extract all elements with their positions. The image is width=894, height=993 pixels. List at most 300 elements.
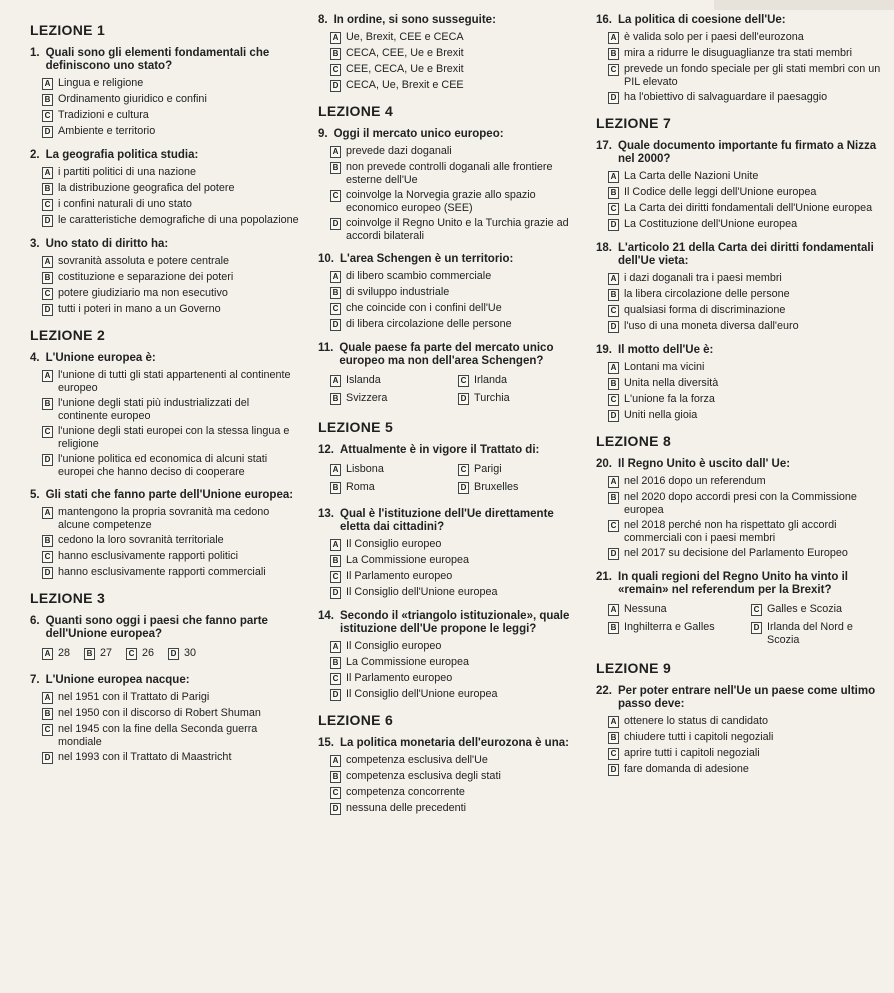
options-grid — [330, 461, 580, 497]
option-letter-box[interactable]: B — [330, 657, 341, 669]
option-text: nel 1950 con il discorso di Robert Shuman — [58, 707, 261, 719]
answer-option[interactable] — [608, 409, 888, 422]
question-number: 9. — [318, 128, 328, 140]
answer-option[interactable] — [751, 621, 888, 646]
answer-option[interactable] — [42, 182, 300, 195]
option-letter-box[interactable]: A — [330, 375, 341, 387]
option-letter-box[interactable]: A — [330, 539, 341, 551]
question-label: La politica monetaria dell'eurozona è una: — [340, 737, 569, 749]
question-number: 11. — [318, 342, 334, 354]
option-text: Turchia — [474, 392, 510, 404]
answer-option[interactable] — [330, 302, 580, 315]
option-letter-box[interactable]: B — [84, 648, 95, 660]
option-text: Il Consiglio dell'Unione europea — [346, 688, 498, 700]
answer-option[interactable] — [330, 374, 452, 387]
answer-option[interactable] — [42, 566, 300, 579]
option-letter-box[interactable]: C — [608, 520, 619, 532]
column-2 — [318, 14, 580, 826]
answer-option[interactable] — [42, 550, 300, 563]
question-text — [318, 128, 580, 141]
question-label: In ordine, si sono susseguite: — [333, 14, 496, 26]
option-text: coinvolge il Regno Unito e la Turchia grazie ad accordi bilaterali — [346, 217, 569, 242]
option-letter-box[interactable]: C — [42, 551, 53, 563]
option-letter-box[interactable]: B — [608, 378, 619, 390]
answer-option[interactable] — [42, 166, 300, 179]
option-text: La Commissione europea — [346, 656, 470, 668]
option-text: cedono la loro sovranità territoriale — [58, 534, 224, 546]
option-letter-box[interactable]: D — [330, 587, 341, 599]
question-block — [30, 238, 300, 316]
question-block — [318, 14, 580, 92]
question-number: 21. — [596, 571, 612, 583]
option-letter-box[interactable]: A — [42, 507, 53, 519]
question-block — [30, 615, 300, 663]
option-text: sovranità assoluta e potere centrale — [58, 255, 230, 267]
option-letter-box[interactable]: B — [608, 289, 619, 301]
question-label: La politica di coesione dell'Ue: — [618, 14, 786, 26]
option-text: è valida solo per i paesi dell'eurozona — [624, 31, 804, 43]
option-letter-box[interactable]: B — [42, 535, 53, 547]
answer-option[interactable] — [458, 463, 580, 476]
question-block — [596, 344, 888, 422]
answer-option[interactable] — [42, 198, 300, 211]
option-letter-box[interactable]: A — [330, 641, 341, 653]
question-text — [30, 489, 300, 502]
option-text: Lontani ma vicini — [624, 361, 705, 373]
lesson-heading: LEZIONE 4 — [318, 103, 394, 119]
answer-option[interactable] — [42, 369, 300, 394]
answer-option[interactable] — [608, 202, 888, 215]
option-letter-box[interactable]: C — [458, 375, 469, 387]
option-letter-box[interactable]: D — [330, 689, 341, 701]
option-letter-box[interactable]: A — [330, 755, 341, 767]
option-letter-box[interactable]: D — [168, 648, 179, 660]
answer-option[interactable] — [608, 491, 888, 516]
option-letter-box[interactable]: B — [330, 162, 341, 174]
option-text: non prevede controlli doganali alle frontiere esterne dell'Ue — [346, 161, 553, 186]
option-letter-box[interactable]: D — [608, 764, 619, 776]
option-letter-box[interactable]: C — [126, 648, 137, 660]
option-text: Il Codice delle leggi dell'Unione europea — [624, 186, 817, 198]
answer-option[interactable] — [608, 377, 888, 390]
answer-option[interactable] — [42, 125, 300, 138]
question-text — [596, 140, 888, 166]
option-letter-box[interactable]: C — [330, 64, 341, 76]
option-letter-box[interactable]: A — [330, 464, 341, 476]
question-number: 17. — [596, 140, 612, 152]
option-letter-box[interactable]: C — [330, 190, 341, 202]
question-number: 8. — [318, 14, 328, 26]
option-letter-box[interactable]: C — [608, 64, 619, 76]
answer-option[interactable] — [42, 255, 300, 268]
question-block — [318, 444, 580, 497]
answer-option[interactable] — [330, 481, 452, 494]
lesson-heading: LEZIONE 3 — [30, 590, 106, 606]
answer-option[interactable] — [330, 217, 580, 242]
option-text: Parigi — [474, 463, 502, 475]
question-number: 20. — [596, 458, 612, 470]
option-text: l'unione politica ed economica di alcuni stati europei che hanno deciso di cooperare — [58, 453, 268, 478]
answer-option[interactable] — [608, 519, 888, 544]
option-letter-box[interactable]: B — [330, 393, 341, 405]
option-text: CECA, Ue, Brexit e CEE — [346, 79, 464, 91]
question-number: 5. — [30, 489, 40, 501]
option-text: nel 2020 dopo accordi presi con la Commissione europea — [624, 491, 857, 516]
option-letter-box[interactable]: A — [608, 32, 619, 44]
answer-option[interactable] — [42, 691, 300, 704]
option-letter-box[interactable]: A — [42, 692, 53, 704]
option-letter-box[interactable]: D — [330, 319, 341, 331]
option-letter-box[interactable]: D — [608, 410, 619, 422]
answer-option[interactable] — [608, 603, 745, 616]
answer-option[interactable] — [330, 640, 580, 653]
option-letter-box[interactable]: C — [608, 394, 619, 406]
option-text: 30 — [184, 647, 197, 659]
option-letter-box[interactable]: C — [330, 673, 341, 685]
question-label: La geografia politica studia: — [45, 149, 199, 161]
question-label: L'Unione europea nacque: — [45, 674, 190, 686]
question-label: In quali regioni del Regno Unito ha vinto il «remain» nel referendum per la Brexit? — [618, 571, 848, 596]
option-letter-box[interactable]: B — [330, 48, 341, 60]
question-label: Uno stato di diritto ha: — [45, 238, 169, 250]
option-text: nel 2016 dopo un referendum — [624, 475, 766, 487]
option-letter-box[interactable]: C — [751, 604, 762, 616]
question-block — [596, 140, 888, 231]
question-text — [318, 342, 580, 368]
option-letter-box[interactable]: B — [330, 555, 341, 567]
question-block — [30, 489, 300, 579]
option-text: che coincide con i confini dell'Ue — [346, 302, 502, 314]
option-letter-box[interactable]: C — [42, 199, 53, 211]
question-text — [596, 571, 888, 597]
question-number: 7. — [30, 674, 40, 686]
question-label: Quali sono gli elementi fondamentali che definiscono uno stato? — [45, 47, 270, 72]
answer-option[interactable] — [330, 463, 452, 476]
option-letter-box[interactable]: A — [330, 146, 341, 158]
option-text: La Carta delle Nazioni Unite — [624, 170, 759, 182]
option-letter-box[interactable]: D — [608, 321, 619, 333]
option-letter-box[interactable]: D — [608, 548, 619, 560]
option-text: CEE, CECA, Ue e Brexit — [346, 63, 464, 75]
option-text: Il Consiglio europeo — [346, 538, 442, 550]
option-text: di libera circolazione delle persone — [346, 318, 512, 330]
option-text: i confini naturali di uno stato — [58, 198, 192, 210]
answer-option[interactable] — [42, 287, 300, 300]
option-text: La Commissione europea — [346, 554, 470, 566]
question-text — [318, 610, 580, 636]
option-letter-box[interactable]: A — [42, 648, 53, 660]
answer-option[interactable] — [42, 723, 300, 748]
option-letter-box[interactable]: C — [42, 110, 53, 122]
option-text: aprire tutti i capitoli negoziali — [624, 747, 760, 759]
option-text: Unita nella diversità — [624, 377, 719, 389]
question-label: Qual è l'istituzione dell'Ue direttamente eletta dai cittadini? — [340, 508, 554, 533]
question-block — [318, 737, 580, 815]
answer-option[interactable] — [330, 554, 580, 567]
option-letter-box[interactable]: A — [42, 370, 53, 382]
option-letter-box[interactable]: B — [608, 732, 619, 744]
option-letter-box[interactable]: B — [330, 482, 341, 494]
question-block — [30, 674, 300, 764]
option-letter-box[interactable]: A — [330, 32, 341, 44]
option-text: mira a ridurre le disuguaglianze tra stati membri — [624, 47, 853, 59]
answer-option[interactable] — [330, 672, 580, 685]
question-text — [318, 737, 580, 750]
answer-option[interactable] — [330, 270, 580, 283]
option-text: L'unione fa la forza — [624, 393, 715, 405]
answer-option[interactable] — [458, 392, 580, 405]
option-letter-box[interactable]: B — [330, 771, 341, 783]
answer-option[interactable] — [608, 31, 888, 44]
option-letter-box[interactable]: C — [42, 426, 53, 438]
option-letter-box[interactable]: C — [42, 724, 53, 736]
option-text: Bruxelles — [474, 481, 519, 493]
option-letter-box[interactable]: A — [42, 256, 53, 268]
answer-option[interactable] — [330, 79, 580, 92]
question-number: 16. — [596, 14, 612, 26]
answer-option[interactable] — [42, 303, 300, 316]
answer-option[interactable] — [168, 647, 196, 660]
option-letter-box[interactable]: C — [330, 303, 341, 315]
option-letter-box[interactable]: C — [608, 748, 619, 760]
option-text: competenza concorrente — [346, 786, 465, 798]
option-letter-box[interactable]: A — [608, 362, 619, 374]
answer-option[interactable] — [608, 621, 745, 646]
option-letter-box[interactable]: D — [42, 752, 53, 764]
option-letter-box[interactable]: A — [608, 476, 619, 488]
answer-option[interactable] — [608, 91, 888, 104]
answer-option[interactable] — [330, 688, 580, 701]
option-letter-box[interactable]: B — [608, 187, 619, 199]
option-letter-box[interactable]: C — [608, 305, 619, 317]
answer-option[interactable] — [42, 707, 300, 720]
option-text: Lisbona — [346, 463, 384, 475]
answer-option[interactable] — [751, 603, 888, 616]
option-letter-box[interactable]: D — [608, 92, 619, 104]
answer-option[interactable] — [42, 397, 300, 422]
option-letter-box[interactable]: D — [42, 304, 53, 316]
option-text: di libero scambio commerciale — [346, 270, 492, 282]
option-text: Tradizioni e cultura — [58, 109, 149, 121]
answer-option[interactable] — [42, 425, 300, 450]
option-letter-box[interactable]: B — [42, 708, 53, 720]
question-text — [30, 352, 300, 365]
answer-option[interactable] — [608, 747, 888, 760]
option-text: nel 2017 su decisione del Parlamento Europeo — [624, 547, 848, 559]
answer-option[interactable] — [42, 534, 300, 547]
answer-option[interactable] — [608, 47, 888, 60]
answer-option[interactable] — [608, 361, 888, 374]
answer-option[interactable] — [42, 77, 300, 90]
answer-option[interactable] — [608, 547, 888, 560]
answer-option[interactable] — [42, 271, 300, 284]
question-label: Per poter entrare nell'Ue un paese come ultimo passo deve: — [618, 685, 876, 710]
answer-option[interactable] — [330, 161, 580, 186]
answer-option[interactable] — [330, 586, 580, 599]
lesson-heading: LEZIONE 9 — [596, 660, 672, 676]
answer-option[interactable] — [608, 393, 888, 406]
question-number: 1. — [30, 47, 40, 59]
option-text: potere giudiziario ma non esecutivo — [58, 287, 228, 299]
option-letter-box[interactable]: D — [330, 218, 341, 230]
answer-option[interactable] — [458, 374, 580, 387]
option-text: chiudere tutti i capitoli negoziali — [624, 731, 774, 743]
option-text: l'unione di tutti gli stati appartenenti al continente europeo — [58, 369, 291, 394]
question-block — [596, 458, 888, 560]
answer-option[interactable] — [330, 318, 580, 331]
lesson-heading: LEZIONE 6 — [318, 712, 394, 728]
answer-option[interactable] — [330, 31, 580, 44]
option-text: competenza esclusiva degli stati — [346, 770, 501, 782]
answer-option[interactable] — [330, 786, 580, 799]
option-text: Il Parlamento europeo — [346, 672, 453, 684]
question-text — [318, 508, 580, 534]
answer-option[interactable] — [608, 763, 888, 776]
answer-option[interactable] — [330, 47, 580, 60]
option-text: Svizzera — [346, 392, 388, 404]
answer-option[interactable] — [608, 304, 888, 317]
question-text — [30, 615, 300, 641]
option-letter-box[interactable]: D — [42, 454, 53, 466]
option-text: Ordinamento giuridico e confini — [58, 93, 207, 105]
answer-option[interactable] — [608, 218, 888, 231]
question-text — [596, 458, 888, 471]
question-label: Quale paese fa parte del mercato unico europeo ma non dell'area Schengen? — [339, 342, 554, 367]
answer-option[interactable] — [608, 288, 888, 301]
question-block — [596, 571, 888, 649]
answer-option[interactable] — [126, 647, 154, 660]
question-label: L'articolo 21 della Carta dei diritti fondamentali dell'Ue vieta: — [618, 242, 874, 267]
answer-option[interactable] — [42, 214, 300, 227]
answer-option[interactable] — [608, 731, 888, 744]
option-letter-box[interactable]: D — [42, 567, 53, 579]
answer-option[interactable] — [330, 754, 580, 767]
answer-option[interactable] — [608, 715, 888, 728]
option-text: l'unione degli stati più industrializzati del continente europeo — [58, 397, 250, 422]
answer-option[interactable] — [330, 392, 452, 405]
question-label: Quale documento importante fu firmato a Nizza nel 2000? — [618, 140, 877, 165]
lesson-heading: LEZIONE 2 — [30, 327, 106, 343]
answer-option[interactable] — [330, 286, 580, 299]
option-letter-box[interactable]: B — [42, 398, 53, 410]
option-text: l'unione degli stati europei con la stessa lingua e religione — [58, 425, 290, 450]
option-letter-box[interactable]: D — [608, 219, 619, 231]
option-letter-box[interactable]: A — [608, 716, 619, 728]
answer-option[interactable] — [42, 506, 300, 531]
question-number: 19. — [596, 344, 612, 356]
question-text — [596, 242, 888, 268]
option-letter-box[interactable]: C — [458, 464, 469, 476]
option-text: la distribuzione geografica del potere — [58, 182, 235, 194]
option-letter-box[interactable]: B — [42, 183, 53, 195]
option-text: La Costituzione dell'Unione europea — [624, 218, 798, 230]
option-letter-box[interactable]: D — [458, 393, 469, 405]
answer-option[interactable] — [42, 109, 300, 122]
lesson-heading: LEZIONE 5 — [318, 419, 394, 435]
option-text: nessuna delle precedenti — [346, 802, 467, 814]
option-text: Galles e Scozia — [767, 603, 843, 615]
option-letter-box[interactable]: B — [42, 94, 53, 106]
answer-option[interactable] — [330, 63, 580, 76]
option-letter-box[interactable]: D — [330, 803, 341, 815]
option-text: i partiti politici di una nazione — [58, 166, 197, 178]
answer-option[interactable] — [608, 63, 888, 88]
question-number: 15. — [318, 737, 334, 749]
option-letter-box[interactable]: C — [330, 787, 341, 799]
answer-option[interactable] — [42, 647, 70, 660]
answer-option[interactable] — [608, 186, 888, 199]
option-text: coinvolge la Norvegia grazie allo spazio economico europeo (SEE) — [346, 189, 536, 214]
option-letter-box[interactable]: C — [608, 203, 619, 215]
option-text: 27 — [100, 647, 113, 659]
option-letter-box[interactable]: B — [42, 272, 53, 284]
option-letter-box[interactable]: D — [458, 482, 469, 494]
option-letter-box[interactable]: A — [608, 604, 619, 616]
answer-option[interactable] — [330, 770, 580, 783]
option-letter-box[interactable]: A — [608, 171, 619, 183]
option-letter-box[interactable]: D — [42, 215, 53, 227]
answer-option[interactable] — [42, 453, 300, 478]
answer-option[interactable] — [84, 647, 112, 660]
option-text: costituzione e separazione dei poteri — [58, 271, 234, 283]
option-letter-box[interactable]: C — [42, 288, 53, 300]
answer-option[interactable] — [42, 93, 300, 106]
option-letter-box[interactable]: B — [608, 48, 619, 60]
option-text: la libera circolazione delle persone — [624, 288, 790, 300]
option-letter-box[interactable]: D — [330, 80, 341, 92]
column-1 — [30, 14, 300, 775]
option-letter-box[interactable]: B — [330, 287, 341, 299]
option-letter-box[interactable]: A — [42, 78, 53, 90]
option-text: CECA, CEE, Ue e Brexit — [346, 47, 464, 59]
option-letter-box[interactable]: D — [42, 126, 53, 138]
question-block — [318, 342, 580, 408]
answer-option[interactable] — [458, 481, 580, 494]
answer-option[interactable] — [330, 570, 580, 583]
option-text: Il Consiglio dell'Unione europea — [346, 586, 498, 598]
answer-option[interactable] — [608, 475, 888, 488]
question-number: 4. — [30, 352, 40, 364]
option-text: Inghilterra e Galles — [624, 621, 715, 633]
option-text: Ue, Brexit, CEE e CECA — [346, 31, 464, 43]
question-block — [30, 149, 300, 227]
option-letter-box[interactable]: C — [330, 571, 341, 583]
answer-option[interactable] — [42, 751, 300, 764]
answer-option[interactable] — [608, 320, 888, 333]
option-text: Irlanda del Nord e Scozia — [767, 621, 853, 646]
answer-option[interactable] — [330, 189, 580, 214]
option-letter-box[interactable]: A — [608, 273, 619, 285]
question-label: Attualmente è in vigore il Trattato di: — [340, 444, 540, 456]
answer-option[interactable] — [330, 802, 580, 815]
answer-option[interactable] — [330, 145, 580, 158]
option-text: fare domanda di adesione — [624, 763, 749, 775]
option-letter-box[interactable]: B — [608, 622, 619, 634]
option-text: Lingua e religione — [58, 77, 144, 89]
option-letter-box[interactable]: B — [608, 492, 619, 504]
question-label: L'area Schengen è un territorio: — [340, 253, 514, 265]
lesson-heading: LEZIONE 8 — [596, 433, 672, 449]
answer-option[interactable] — [330, 656, 580, 669]
answer-option[interactable] — [330, 538, 580, 551]
answer-option[interactable] — [608, 170, 888, 183]
option-letter-box[interactable]: A — [330, 271, 341, 283]
lesson-heading: LEZIONE 1 — [30, 22, 106, 38]
option-text: competenza esclusiva dell'Ue — [346, 754, 488, 766]
option-letter-box[interactable]: D — [751, 622, 762, 634]
option-letter-box[interactable]: A — [42, 167, 53, 179]
answer-option[interactable] — [608, 272, 888, 285]
